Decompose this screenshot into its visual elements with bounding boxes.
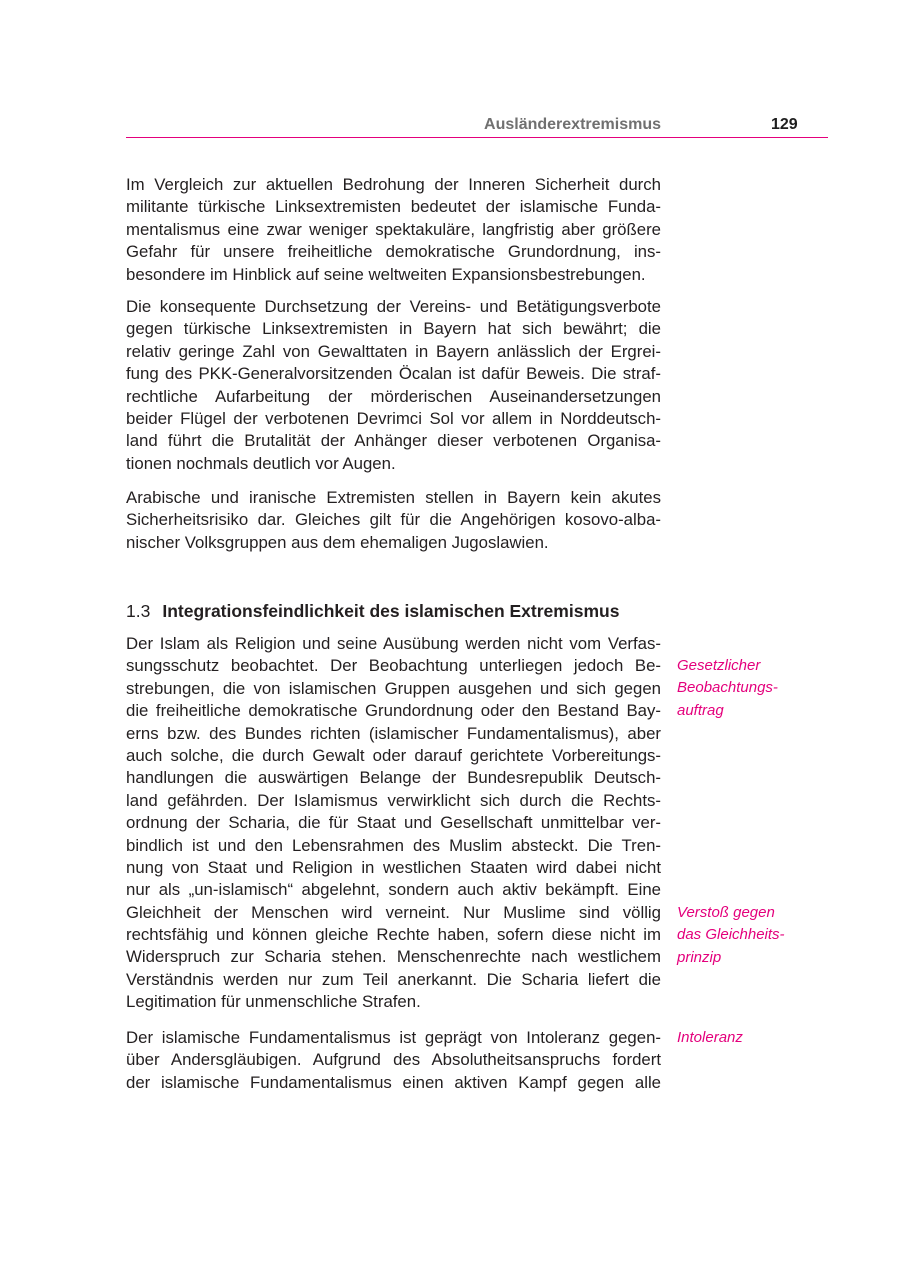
text-line: der islamische Fundamentalismus einen aktiven Kampf gegen alle: [126, 1072, 661, 1092]
text-line: nur als „un-islamisch“ abgelehnt, sondern auch aktiv bekämpft. Eine: [126, 880, 661, 900]
text-line: fung des PKK-Generalvorsitzenden Öcalan ist dafür Beweis. Die straf-: [126, 364, 661, 384]
text-line: militante türkische Linksextremisten bedeutet der islamische Funda-: [126, 197, 661, 217]
margin-note: [677, 902, 817, 969]
margin-note-line: Beobachtungs-: [677, 679, 778, 697]
section-title: Integrationsfeindlichkeit des islamischen Extremismus: [162, 601, 620, 621]
text-line: Der islamische Fundamentalismus ist geprägt von Intoleranz gegen-: [126, 1028, 661, 1047]
margin-note-line: Gesetzlicher: [677, 657, 761, 674]
text-line: Legitimation für unmenschliche Strafen.: [126, 992, 421, 1012]
text-line: erns bzw. des Bundes richten (islamischer Fundamentalismus), aber: [126, 723, 661, 743]
section-heading: [126, 600, 686, 622]
text-line: beider Flügel der verbotenen Devrimci Sol vor allem in Norddeutsch-: [126, 408, 661, 428]
text-line: strebungen, die von islamischen Gruppen ausgehen und sich gegen: [126, 678, 661, 698]
text-line: handlungen die auswärtigen Belange der Bundesrepublik Deutsch-: [126, 768, 661, 788]
text-line: land führt die Brutalität der Anhänger dieser verbotenen Organisa-: [126, 431, 661, 451]
text-line: relativ geringe Zahl von Gewalttaten in Bayern anlässlich der Ergrei-: [126, 341, 661, 361]
margin-note: [677, 1027, 817, 1049]
paragraph: [126, 1027, 661, 1094]
margin-note-line: Verstoß gegen: [677, 904, 775, 921]
text-line: Der Islam als Religion und seine Ausübung werden nicht vom Verfas-: [126, 634, 661, 653]
running-header-title: Ausländerextremismus: [484, 116, 661, 133]
text-line: rechtliche Aufarbeitung der mörderischen Auseinandersetzungen: [126, 386, 661, 406]
text-line: Verständnis werden nur zum Teil anerkannt. Die Scharia liefert die: [126, 969, 661, 989]
text-line: Gleichheit der Menschen wird verneint. Nur Muslime sind völlig: [126, 902, 661, 922]
text-line: über Andersgläubigen. Aufgrund des Absolutheitsanspruchs fordert: [126, 1050, 661, 1070]
margin-note-line: auftrag: [677, 701, 724, 719]
text-line: Die konsequente Durchsetzung der Vereins- und Betätigungsverbote: [126, 297, 661, 316]
text-line: Arabische und iranische Extremisten stellen in Bayern kein akutes: [126, 488, 661, 507]
text-line: mentalismus eine zwar weniger spektakuläre, langfristig aber größere: [126, 219, 661, 239]
text-line: gegen türkische Linksextremisten in Bayern hat sich bewährt; die: [126, 319, 661, 339]
margin-note-line: Intoleranz: [677, 1029, 743, 1046]
text-line: besondere im Hinblick auf seine weltweiten Expansionsbestrebungen.: [126, 264, 646, 284]
text-line: Sicherheitsrisiko dar. Gleiches gilt für die Angehörigen kosovo-alba-: [126, 510, 661, 530]
margin-note-line: prinzip: [677, 948, 722, 966]
margin-note: [677, 655, 817, 722]
text-line: die freiheitliche demokratische Grundordnung oder den Bestand Bay-: [126, 701, 661, 721]
section-number: 1.3: [126, 601, 151, 621]
text-line: Im Vergleich zur aktuellen Bedrohung der Inneren Sicherheit durch: [126, 175, 661, 194]
paragraph: [126, 633, 661, 1014]
text-line: Widerspruch zur Scharia stehen. Menschenrechte nach westlichem: [126, 947, 661, 967]
text-line: tionen nochmals deutlich vor Augen.: [126, 453, 396, 473]
text-line: ordnung der Scharia, die für Staat und Gesellschaft unmittelbar ver-: [126, 813, 661, 833]
paragraph: [126, 296, 661, 475]
header-rule: [126, 137, 828, 138]
text-line: nischer Volksgruppen aus dem ehemaligen Jugoslawien.: [126, 532, 549, 552]
text-line: Gefahr für unsere freiheitliche demokratische Grundordnung, ins-: [126, 242, 661, 262]
margin-note-line: das Gleichheits-: [677, 926, 785, 944]
text-line: bindlich ist und den Lebensrahmen des Muslim absteckt. Die Tren-: [126, 835, 661, 855]
text-line: nung von Staat und Religion in westlichen Staaten wird dabei nicht: [126, 857, 661, 877]
paragraph: [126, 487, 661, 554]
text-line: auch solche, die durch Gewalt oder darauf gerichtete Vorbereitungs-: [126, 745, 661, 765]
text-line: rechtsfähig und können gleiche Rechte haben, sofern diese nicht im: [126, 925, 661, 945]
text-line: land gefährden. Der Islamismus verwirklicht sich durch die Rechts-: [126, 790, 661, 810]
paragraph: [126, 174, 661, 286]
text-line: sungsschutz beobachtet. Der Beobachtung unterliegen jedoch Be-: [126, 656, 661, 676]
page-number: 129: [771, 116, 798, 133]
